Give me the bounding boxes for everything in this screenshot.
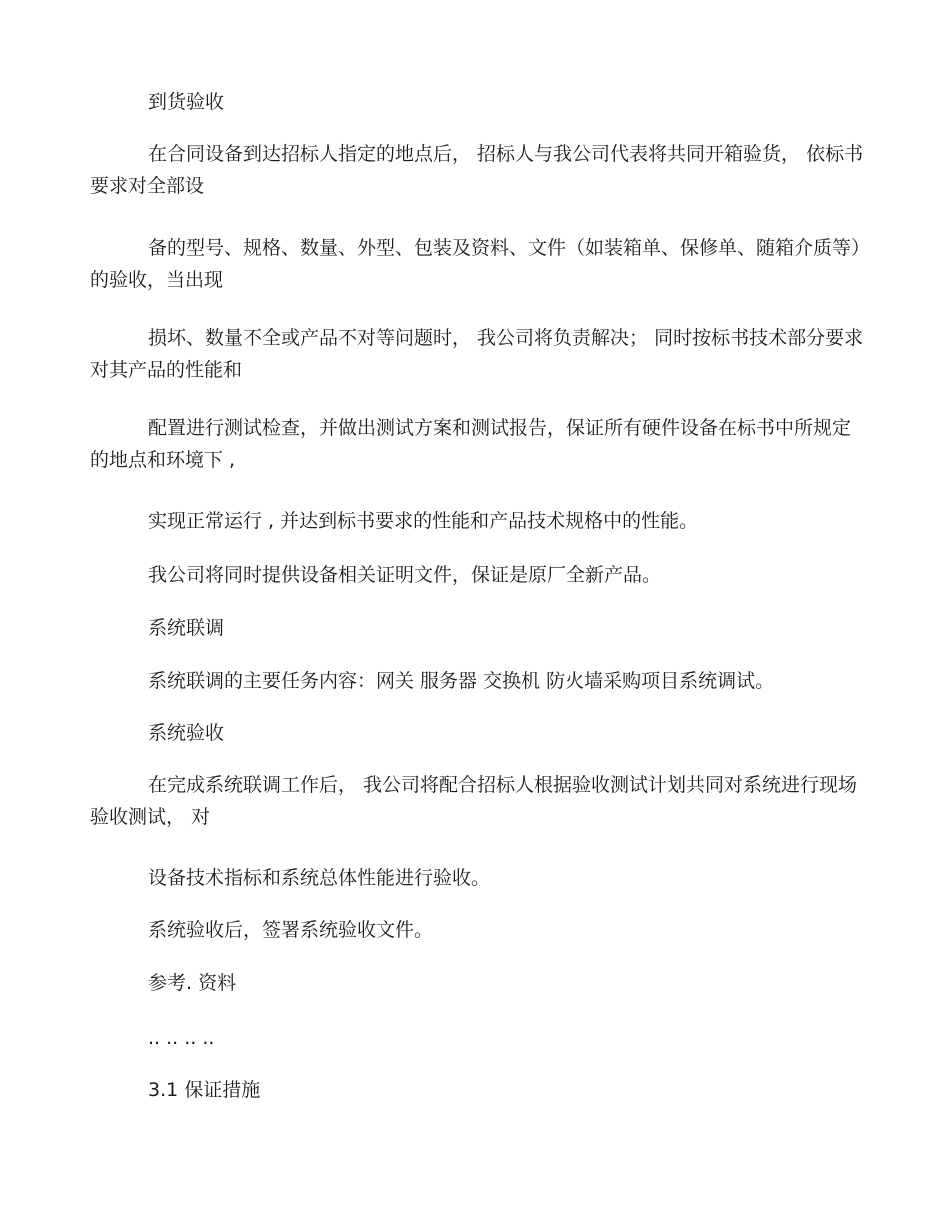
paragraph-certificates: 我公司将同时提供设备相关证明文件，保证是原厂全新产品。	[148, 564, 662, 586]
heading-arrival-acceptance: 到货验收	[148, 91, 225, 113]
paragraph-performance-acceptance: 设备技术指标和系统总体性能进行验收。	[148, 867, 491, 889]
heading-guarantee-measures: 3.1 保证措施	[148, 1079, 261, 1101]
paragraph-problem-resolution: 损坏、数量不全或产品不对等问题时， 我公司将负责解决； 同时按标书技术部分要求对其产品的性能和	[90, 327, 864, 381]
heading-system-integration: 系统联调	[148, 617, 225, 639]
paragraph-onsite-acceptance: 在完成系统联调工作后， 我公司将配合招标人根据验收测试计划共同对系统进行现场验收测试， 对	[90, 774, 858, 828]
paragraph-acceptance-documents: 系统验收后，签署系统验收文件。	[148, 919, 434, 941]
heading-system-acceptance: 系统验收	[148, 722, 225, 744]
paragraph-inspection-items: 备的型号、规格、数量、外型、包装及资料、文件（如装箱单、保修单、随箱介质等）的验收，当出现	[90, 237, 861, 291]
paragraph-arrival-inspection: 在合同设备到达招标人指定的地点后， 招标人与我公司代表将共同开箱验货， 依标书要求对全部设	[90, 143, 864, 197]
paragraph-integration-tasks: 系统联调的主要任务内容：网关 服务器 交换机 防火墙采购项目系统调试。	[148, 670, 775, 692]
ellipsis-line: .. .. .. ..	[148, 1027, 215, 1049]
heading-reference-materials: 参考. 资料	[148, 972, 237, 994]
paragraph-normal-operation: 实现正常运行 , 并达到标书要求的性能和产品技术规格中的性能。	[148, 510, 699, 532]
paragraph-testing: 配置进行测试检查，并做出测试方案和测试报告，保证所有硬件设备在标书中所规定的地点和环境下 ,	[90, 417, 852, 471]
